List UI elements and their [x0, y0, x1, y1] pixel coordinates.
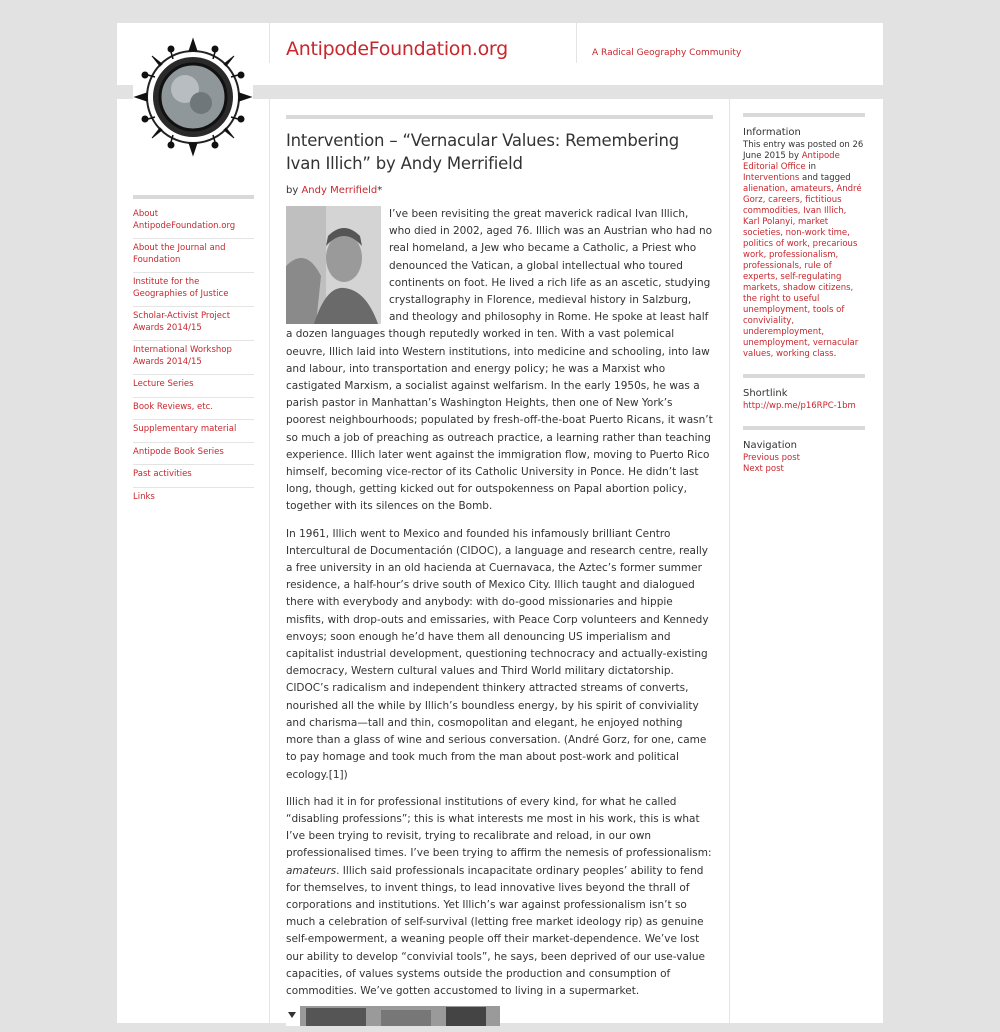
- navigation-links: [743, 453, 865, 475]
- post-paragraph-2: In 1961, Illich went to Mexico and founded his infamously brilliant Centro Intercultural de Documentación (CIDOC), a language and research centre, really a free university in an old hacienda at Cuernavaca, the Aztec’s former summer residence, a half-hour’s drive south of Mexico City. Illich taught and dialogued there with everybody and anybody: with do-good missionaries and hippie misfits, with drop-outs and emissaries, with Peace Corp volunteers and Kennedy envoys; soon enough he’d have them all denouncing US imperialism and capitalist industrial development, questioning technocracy and actually-existing democracy, Western cultural values and Third World military dictatorship. CIDOC’s radicalism and independent thinkery attracted streams of converts, nourished all the while by Illich’s boundless energy, by his spirit of conviviality and charisma—tall and thin, cosmopolitan and elegant, he enjoyed nothing more than a glass of wine and serious conversation. (André Gorz, for one, came to pay homage and took much from the man about post-work and political ecology.[1]): [286, 527, 709, 781]
- nav-item-institute[interactable]: Institute for the Geographies of Justice: [133, 273, 254, 307]
- post-body: [286, 206, 713, 1032]
- post-byline: [286, 185, 713, 196]
- info-text-posted: This entry was posted on 26 June 2015 by: [743, 140, 864, 161]
- content-top-bar: [286, 115, 713, 119]
- nav-item-book-reviews[interactable]: Book Reviews, etc.: [133, 398, 254, 421]
- header-divider: [269, 23, 270, 63]
- nav-item-book-series[interactable]: Antipode Book Series: [133, 443, 254, 466]
- paragraph-3-text-a: Illich had it in for professional institutions of every kind, for what he called “disabling professions”; this is what interests me most in his work, this is what I’ve been trying to revisit, trying to recalibrate and reload, in our own professionalised times. I’ve been trying to affirm the nemesis of professionalism:: [286, 795, 712, 860]
- nav-item-scholar-activist-awards[interactable]: Scholar-Activist Project Awards 2014/15: [133, 307, 254, 341]
- site-title-link[interactable]: AntipodeFoundation.org: [286, 38, 508, 60]
- info-text-tagged: and tagged: [799, 173, 851, 183]
- shortlink-widget: [743, 374, 865, 412]
- info-tags-end: .: [833, 349, 837, 359]
- nav-item-past-activities[interactable]: Past activities: [133, 465, 254, 488]
- column-divider: [729, 99, 730, 1023]
- byline-label: by: [286, 185, 299, 196]
- page-wrapper: [117, 23, 883, 1023]
- widget-bar: [743, 113, 865, 117]
- info-heading: Information: [743, 127, 801, 138]
- info-category-link[interactable]: Interventions: [743, 173, 800, 183]
- nav-item-lecture-series[interactable]: Lecture Series: [133, 375, 254, 398]
- site-tagline: A Radical Geography Community: [592, 48, 742, 58]
- nav-top-bar: [133, 195, 254, 199]
- info-author-link[interactable]: Antipode Editorial Office: [743, 151, 840, 172]
- shortlink-heading: Shortlink: [743, 388, 788, 399]
- post-article: [286, 115, 713, 1032]
- navigation-heading: Navigation: [743, 440, 797, 451]
- shortlink-url[interactable]: http://wp.me/p16RPC-1bm: [743, 401, 856, 411]
- previous-post-link[interactable]: Previous post: [743, 453, 800, 463]
- info-tags-links[interactable]: alienation, amateurs, André Gorz, careers, fictitious commodities, Ivan Illich, Karl Polanyi, market societies, non-work time, politics of work, precarious work, professionalism, professionals, rule of experts, self-regulating markets, shadow citizens, the right to useful unemployment, tools of conviviality, underemployment, unemployment, vernacular values, working class: [743, 184, 862, 359]
- column-divider: [269, 99, 270, 1023]
- left-navigation: [133, 195, 254, 509]
- inline-photo: [286, 1006, 500, 1026]
- next-post-link[interactable]: Next post: [743, 464, 784, 474]
- widget-bar: [743, 426, 865, 430]
- post-title: Intervention – “Vernacular Values: Remembering Ivan Illich” by Andy Merrifield: [286, 131, 680, 173]
- author-photo: [286, 206, 381, 324]
- nav-item-about-site[interactable]: About AntipodeFoundation.org: [133, 205, 254, 239]
- author-mark: *: [377, 185, 383, 196]
- info-text-in: in: [805, 162, 817, 172]
- nav-item-supplementary[interactable]: Supplementary material: [133, 420, 254, 443]
- navigation-widget: [743, 426, 865, 475]
- post-paragraph-1: I’ve been revisiting the great maverick radical Ivan Illich, who died in 2002, aged 76. Illich was an Austrian who had no real homeland, a Jew who became a Catholic, a Priest who denounced the Vatican, a global intellectual who toured continents on foot. He lived a rich life as an ascetic, studying crystallography in Florence, medieval history in Salzburg, and theology and philosophy in Rome. He spoke at least half a dozen languages though reputedly worked in ten. With a vast polemical oeuvre, Illich laid into Western institutions, into medicine and schooling, into law and labour, into transportation and energy policy; he was a Marxist who castigated Marxism, a socialist against welfarism. In the early 1950s, he was a parish pastor in Manhattan’s Washington Heights, then one of New York’s poorest neighbourhoods; populated by fresh-off-the-boat Puerto Ricans, it wasn’t so much a job of preaching as outreach practice, a learning rather than teaching experience. Illich later went against the immigration flow, moving to Puerto Rico himself, becoming vice-rector of its Catholic University in Ponce. He didn’t last long, though, getting kicked out for outspokenness on Papal abortion policy, together with its silences on the Bomb.: [286, 208, 713, 513]
- shortlink-text: [743, 401, 865, 412]
- post-paragraph-3: [286, 794, 713, 1000]
- info-text: [743, 140, 865, 360]
- author-link[interactable]: Andy Merrifield: [301, 185, 378, 196]
- nav-item-links[interactable]: Links: [133, 491, 155, 502]
- header-divider: [576, 23, 577, 63]
- right-sidebar: [743, 113, 865, 489]
- nav-item-about-journal[interactable]: About the Journal and Foundation: [133, 239, 254, 273]
- site-logo[interactable]: [133, 37, 253, 157]
- paragraph-3-text-b: . Illich said professionals incapacitate ordinary peoples’ ability to fend for themselves, to invent things, to lead innovative lives beyond the thrall of corporations and institutions. Yet Illich’s war against professionalism isn’t so much a celebration of self-survival (letting free market ideology rip) as genuine self-empowerment, a weaning people off their market-dependence. We’ve lost our ability to develop “convivial tools”, he says, been deprived of our use-value capacities, of values systems outside the production and consumption of commodities. We’ve gotten accustomed to living in a supermarket.: [286, 864, 705, 997]
- nav-item-workshop-awards[interactable]: International Workshop Awards 2014/15: [133, 341, 254, 375]
- page-body: [117, 99, 883, 1023]
- widget-bar: [743, 374, 865, 378]
- info-widget: [743, 113, 865, 360]
- paragraph-3-emphasis: amateurs: [286, 864, 337, 877]
- compass-rose-logo-icon: [133, 37, 253, 157]
